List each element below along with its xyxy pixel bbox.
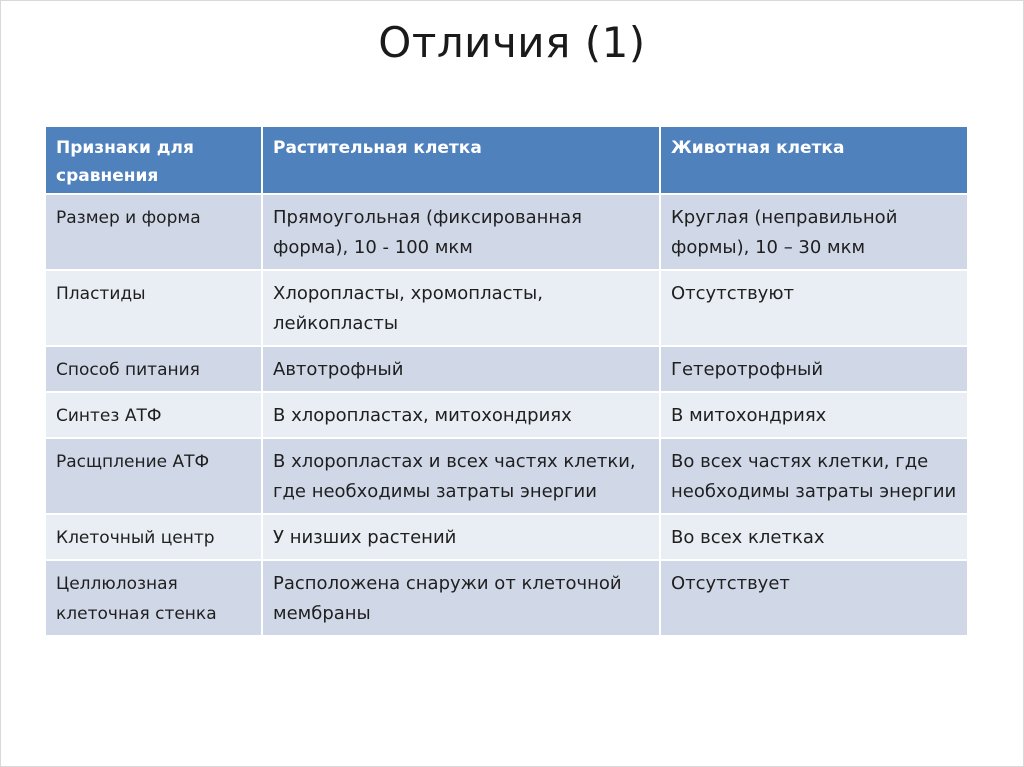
row-feature: Клеточный центр: [45, 514, 262, 560]
row-feature: Способ питания: [45, 346, 262, 392]
row-animal-value: Отсутствуют: [660, 270, 968, 346]
row-feature: Целлюлозная клеточная стенка: [45, 560, 262, 636]
row-feature: Размер и форма: [45, 194, 262, 270]
table-header-row: [45, 126, 968, 194]
table-row: [45, 270, 968, 346]
row-plant-value: Прямоугольная (фиксированная форма), 10 - 100 мкм: [262, 194, 660, 270]
row-feature: Пластиды: [45, 270, 262, 346]
row-plant-value: Расположена снаружи от клеточной мембраны: [262, 560, 660, 636]
row-plant-value: У низших растений: [262, 514, 660, 560]
row-feature: Расщпление АТФ: [45, 438, 262, 514]
table-row: [45, 346, 968, 392]
table-row: [45, 438, 968, 514]
row-animal-value: Во всех клетках: [660, 514, 968, 560]
row-plant-value: Автотрофный: [262, 346, 660, 392]
slide-title: Отличия (1): [378, 18, 646, 67]
row-animal-value: В митохондриях: [660, 392, 968, 438]
row-plant-value: В хлоропластах, митохондриях: [262, 392, 660, 438]
row-plant-value: В хлоропластах и всех частях клетки, где необходимы затраты энергии: [262, 438, 660, 514]
table-row: [45, 392, 968, 438]
comparison-table: [44, 125, 969, 637]
table-row: [45, 194, 968, 270]
row-animal-value: Гетеротрофный: [660, 346, 968, 392]
row-animal-value: Отсутствует: [660, 560, 968, 636]
header-feature: Признаки для сравнения: [45, 126, 262, 194]
header-plant-cell: Растительная клетка: [262, 126, 660, 194]
header-animal-cell: Животная клетка: [660, 126, 968, 194]
row-animal-value: Круглая (неправильной формы), 10 – 30 мкм: [660, 194, 968, 270]
row-feature: Синтез АТФ: [45, 392, 262, 438]
row-animal-value: Во всех частях клетки, где необходимы затраты энергии: [660, 438, 968, 514]
table-row: [45, 514, 968, 560]
row-plant-value: Хлоропласты, хромопласты, лейкопласты: [262, 270, 660, 346]
table-row: [45, 560, 968, 636]
